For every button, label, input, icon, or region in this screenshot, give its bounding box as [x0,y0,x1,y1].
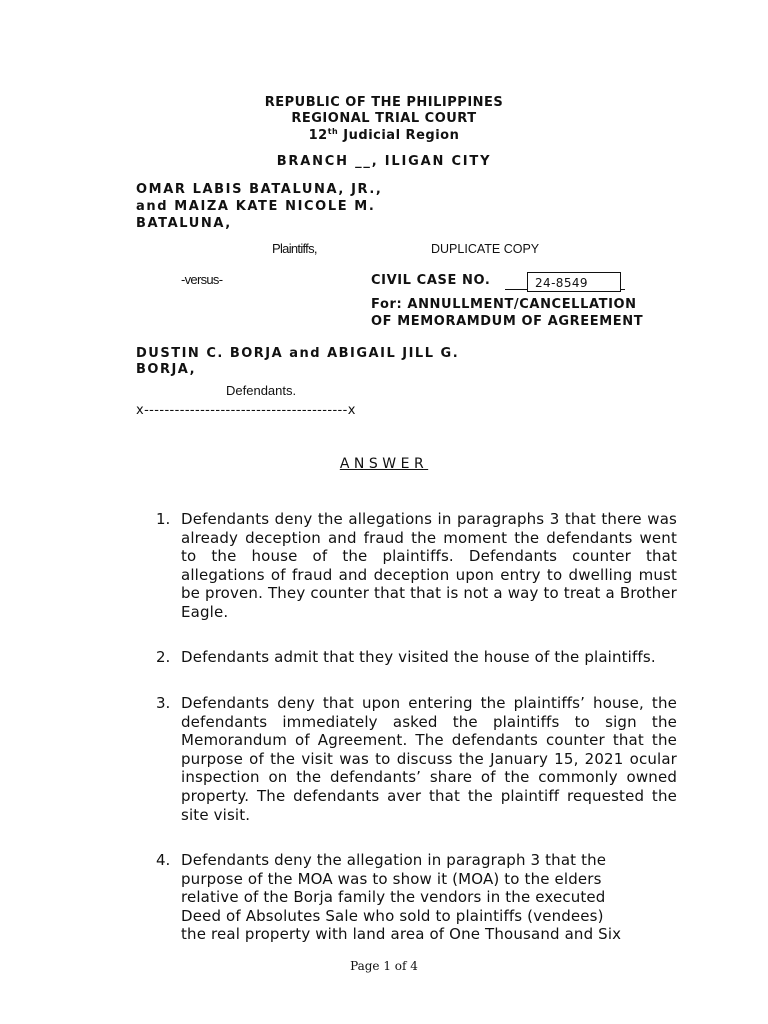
paragraph-text: Defendants deny the allegations in paragraphs 3 that there was already deception and fraud the moment the defendants went to the house of the plaintiffs. Defendants counter that allegations of fraud and deception upon entry to dwelling must be proven. They counter that that is not a way to treat a Brother Eagle. [181,510,677,621]
case-for-line-1: For: ANNULLMENT/CANCELLATION [371,297,637,312]
paragraph-text: Defendants deny that upon entering the plaintiffs’ house, the defendants immediately asked the plaintiffs to sign the Memorandum of Agreement. The defendants counter that the purpose of the visit was to discuss the January 15, 2021 ocular inspection on the defendants’ share of the commonly owned property. The defendants aver that the plaintiff requested the site visit. [181,694,677,824]
caption-separator: x----------------------------------------x [136,403,356,418]
document-title: ANSWER [339,456,429,472]
paragraph-text [181,851,677,944]
header-court: REGIONAL TRIAL COURT [291,111,477,126]
paragraph-1 [156,510,677,622]
paragraph-3 [156,694,677,824]
civil-case-label: CIVIL CASE NO. [371,273,491,288]
duplicate-copy-label: DUPLICATE COPY [431,242,540,256]
paragraph-line: the real property with land area of One Thousand and Six [181,925,622,944]
plaintiff-name-line-2: and MAIZA KATE NICOLE M. [136,199,376,214]
header-region-ordinal: th [327,127,339,136]
paragraph-line: relative of the Borja family the vendors in the executed [181,888,606,907]
paragraph-line: Deed of Absolutes Sale who sold to plaintiffs (vendees) [181,906,604,925]
plaintiff-name-line-1: OMAR LABIS BATALUNA, JR., [136,182,383,197]
header-region [0,127,768,145]
defendant-name-line-2: BORJA, [136,362,197,377]
defendants-role-label: Defendants. [226,383,297,398]
paragraph-number: 2. [156,648,171,666]
paragraph-text: Defendants admit that they visited the house of the plaintiffs. [181,648,656,666]
paragraph-4 [156,851,677,944]
header-region-number: 12 [308,128,328,143]
page-number: Page 1 of 4 [350,959,418,973]
case-for-line-2: OF MEMORAMDUM OF AGREEMENT [371,314,644,329]
paragraph-line: purpose of the MOA was to show it (MOA) to the elders [181,869,602,888]
defendant-name-line-1: DUSTIN C. BORJA and ABIGAIL JILL G. [136,346,460,361]
plaintiff-name-line-3: BATALUNA, [136,216,232,231]
paragraph-number: 4. [156,851,171,869]
paragraph-number: 3. [156,694,171,712]
versus-label: -versus- [181,272,223,287]
paragraph-number: 1. [156,510,171,528]
paragraph-2 [156,648,677,667]
header-region-label: Judicial Region [338,128,460,143]
plaintiffs-role-label: Plaintiffs, [272,241,317,256]
header-republic: REPUBLIC OF THE PHILIPPINES [264,95,504,110]
case-number-box: 24-8549 [527,272,621,292]
paragraph-line: Defendants deny the allegation in paragraph 3 that the [181,851,607,869]
header-branch: BRANCH __, ILIGAN CITY [276,154,492,169]
